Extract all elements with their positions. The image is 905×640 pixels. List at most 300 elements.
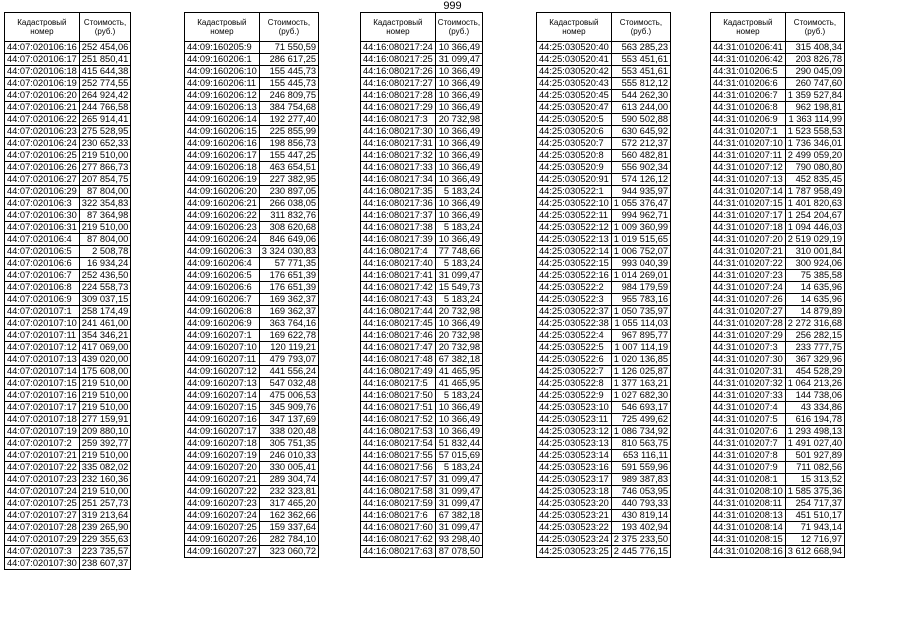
cost-value: 176 651,39 (259, 282, 318, 294)
cost-value: 311 832,76 (259, 210, 318, 222)
table-row (361, 186, 483, 198)
cost-value: 984 179,59 (611, 282, 670, 294)
table-row (185, 162, 319, 174)
cost-value: 309 037,15 (79, 294, 131, 306)
table-row (711, 462, 845, 474)
cost-value: 256 282,15 (785, 330, 844, 342)
cost-value: 238 607,37 (79, 558, 131, 570)
table-row (361, 414, 483, 426)
cadastral-number: 44:09:160206:9 (185, 318, 260, 330)
cadastral-number: 44:31:010207:10 (711, 138, 786, 150)
cadastral-number: 44:16:080217:29 (361, 102, 436, 114)
cadastral-number: 44:31:010208:13 (711, 510, 786, 522)
table-row (537, 162, 671, 174)
cost-value: 846 649,06 (259, 234, 318, 246)
table-row (5, 270, 131, 282)
cadastral-number: 44:31:010207:15 (711, 198, 786, 210)
cadastral-number: 44:25:030522:37 (537, 306, 612, 318)
table-row (185, 450, 319, 462)
table-row (537, 258, 671, 270)
table-row (185, 246, 319, 258)
table-row (5, 378, 131, 390)
cadastral-number: 44:31:010206:5 (711, 66, 786, 78)
cost-value: 224 558,73 (79, 282, 131, 294)
cadastral-number: 44:07:020106:8 (5, 282, 80, 294)
cost-value: 259 392,77 (79, 438, 131, 450)
table-row (711, 222, 845, 234)
table-row (537, 234, 671, 246)
table-row (361, 318, 483, 330)
cadastral-number: 44:09:160206:18 (185, 162, 260, 174)
table-row (711, 342, 845, 354)
cadastral-number: 44:09:160206:20 (185, 186, 260, 198)
table-row (361, 330, 483, 342)
cadastral-number: 44:31:010207:31 (711, 366, 786, 378)
cadastral-number: 44:07:020106:26 (5, 162, 80, 174)
cost-value: 616 194,78 (785, 414, 844, 426)
cost-value: 1 064 213,26 (785, 378, 844, 390)
table-row (185, 66, 319, 78)
cadastral-number: 44:31:010207:8 (711, 450, 786, 462)
table-row (5, 138, 131, 150)
cost-value: 258 174,49 (79, 306, 131, 318)
table-row (361, 198, 483, 210)
cadastral-number: 44:16:080217:4 (361, 246, 436, 258)
cadastral-number: 44:07:020107:23 (5, 474, 80, 486)
cost-value: 144 738,06 (785, 390, 844, 402)
cadastral-table-4 (536, 12, 671, 558)
table-row (361, 66, 483, 78)
cost-value: 3 324 030,83 (259, 246, 318, 258)
cost-value: 323 060,72 (259, 546, 318, 558)
cadastral-number: 44:25:030520:6 (537, 126, 612, 138)
table-row (711, 90, 845, 102)
cadastral-number: 44:07:020106:19 (5, 78, 80, 90)
table-row (361, 450, 483, 462)
cadastral-number: 44:16:080217:34 (361, 174, 436, 186)
cost-value: 1 787 958,49 (785, 186, 844, 198)
header-row (185, 13, 319, 42)
cost-value: 275 528,95 (79, 126, 131, 138)
cost-value: 430 819,14 (611, 510, 670, 522)
table-row (185, 474, 319, 486)
cost-value: 347 137,69 (259, 414, 318, 426)
cost-value: 265 914,41 (79, 114, 131, 126)
table-row (537, 402, 671, 414)
cost-value: 155 445,73 (259, 78, 318, 90)
cadastral-number: 44:09:160206:10 (185, 66, 260, 78)
table-row (185, 198, 319, 210)
cost-value: 315 408,34 (785, 42, 844, 54)
table-row (5, 246, 131, 258)
table-row (185, 462, 319, 474)
cadastral-number: 44:25:030520:40 (537, 42, 612, 54)
table-row (185, 54, 319, 66)
cadastral-number: 44:07:020106:21 (5, 102, 80, 114)
cost-value: 1 020 136,85 (611, 354, 670, 366)
cost-value: 227 382,95 (259, 174, 318, 186)
cost-value: 169 362,37 (259, 306, 318, 318)
cadastral-number: 44:25:030520:7 (537, 138, 612, 150)
cadastral-number: 44:07:020107:3 (5, 546, 80, 558)
table-row (537, 462, 671, 474)
cost-value: 87 078,50 (435, 546, 482, 558)
cadastral-number: 44:09:160206:5 (185, 270, 260, 282)
table-row (537, 354, 671, 366)
cadastral-number: 44:16:080217:32 (361, 150, 436, 162)
table-row (361, 210, 483, 222)
cost-value: 415 644,38 (79, 66, 131, 78)
cadastral-number: 44:07:020106:27 (5, 174, 80, 186)
table-row (537, 210, 671, 222)
cost-value: 5 183,24 (435, 186, 482, 198)
table-row (185, 258, 319, 270)
table-row (537, 522, 671, 534)
cadastral-number: 44:07:020107:14 (5, 366, 80, 378)
cost-value: 219 510,00 (79, 378, 131, 390)
cost-value: 5 183,24 (435, 222, 482, 234)
table-row (185, 366, 319, 378)
cadastral-number: 44:09:160206:4 (185, 258, 260, 270)
cost-value: 1 359 527,84 (785, 90, 844, 102)
cost-value: 2 375 233,50 (611, 534, 670, 546)
cadastral-number: 44:31:010207:4 (711, 402, 786, 414)
cost-value: 354 346,21 (79, 330, 131, 342)
table-row (711, 498, 845, 510)
cost-value: 10 366,49 (435, 42, 482, 54)
table-row (361, 342, 483, 354)
cadastral-number: 44:09:160206:24 (185, 234, 260, 246)
cadastral-number: 44:09:160207:19 (185, 450, 260, 462)
cadastral-number: 44:25:030520:45 (537, 90, 612, 102)
table-row (5, 186, 131, 198)
table-row (185, 126, 319, 138)
table-row (537, 138, 671, 150)
table-row (361, 474, 483, 486)
cost-value: 16 934,24 (79, 258, 131, 270)
table-row (185, 234, 319, 246)
cost-value: 209 880,10 (79, 426, 131, 438)
cost-value: 546 693,17 (611, 402, 670, 414)
cost-value: 15 549,73 (435, 282, 482, 294)
cost-value: 233 777,75 (785, 342, 844, 354)
cost-value: 67 382,18 (435, 510, 482, 522)
cadastral-number: 44:07:020106:22 (5, 114, 80, 126)
cost-value: 1 050 735,97 (611, 306, 670, 318)
table-row (711, 126, 845, 138)
table-row (361, 162, 483, 174)
cadastral-number: 44:16:080217:48 (361, 354, 436, 366)
cost-value: 264 924,42 (79, 90, 131, 102)
table-row (185, 210, 319, 222)
table-row (5, 102, 131, 114)
cost-value: 71 550,59 (259, 42, 318, 54)
table-row (361, 426, 483, 438)
table-row (537, 54, 671, 66)
table-row (5, 318, 131, 330)
cost-value: 14 635,96 (785, 282, 844, 294)
cost-value: 10 366,49 (435, 138, 482, 150)
table-row (185, 510, 319, 522)
table-row (537, 114, 671, 126)
cadastral-number: 44:25:030520:47 (537, 102, 612, 114)
cadastral-number: 44:09:160207:27 (185, 546, 260, 558)
cadastral-number: 44:25:030523:17 (537, 474, 612, 486)
cadastral-number: 44:07:020107:2 (5, 438, 80, 450)
cadastral-number: 44:09:160206:7 (185, 294, 260, 306)
table-row (537, 378, 671, 390)
cost-value: 57 771,35 (259, 258, 318, 270)
cadastral-number: 44:16:080217:28 (361, 90, 436, 102)
table-row (361, 282, 483, 294)
table-row (185, 354, 319, 366)
cadastral-number: 44:31:010208:1 (711, 474, 786, 486)
header-cost: Стоимость, (руб.) (259, 13, 318, 42)
cost-value: 31 099,47 (435, 522, 482, 534)
cadastral-number: 44:16:080217:39 (361, 234, 436, 246)
cadastral-number: 44:25:030523:10 (537, 402, 612, 414)
table-row (5, 330, 131, 342)
cost-value: 10 366,49 (435, 162, 482, 174)
cost-value: 246 010,33 (259, 450, 318, 462)
table-row (537, 282, 671, 294)
cost-value: 169 362,37 (259, 294, 318, 306)
cadastral-number: 44:16:080217:59 (361, 498, 436, 510)
cost-value: 1 086 734,92 (611, 426, 670, 438)
table-row (711, 66, 845, 78)
table-row (537, 414, 671, 426)
cadastral-number: 44:09:160207:23 (185, 498, 260, 510)
table-row (361, 498, 483, 510)
cadastral-number: 44:16:080217:35 (361, 186, 436, 198)
cadastral-number: 44:07:020106:20 (5, 90, 80, 102)
cost-value: 207 854,75 (79, 174, 131, 186)
cadastral-number: 44:25:030523:16 (537, 462, 612, 474)
cost-value: 20 732,98 (435, 114, 482, 126)
cadastral-number: 44:16:080217:60 (361, 522, 436, 534)
cadastral-number: 44:25:030522:9 (537, 390, 612, 402)
cost-value: 591 559,96 (611, 462, 670, 474)
table-row (711, 174, 845, 186)
cost-value: 310 001,84 (785, 246, 844, 258)
cost-value: 1 027 682,30 (611, 390, 670, 402)
cost-value: 87 364,98 (79, 210, 131, 222)
table-row (5, 486, 131, 498)
cadastral-table-1 (4, 12, 131, 570)
table-row (185, 186, 319, 198)
cadastral-number: 44:31:010207:7 (711, 438, 786, 450)
table-row (711, 306, 845, 318)
cadastral-number: 44:25:030522:1 (537, 186, 612, 198)
cost-value: 159 337,64 (259, 522, 318, 534)
cost-value: 574 126,12 (611, 174, 670, 186)
table-row (5, 390, 131, 402)
cost-value: 553 451,61 (611, 66, 670, 78)
cadastral-number: 44:07:020107:18 (5, 414, 80, 426)
cadastral-number: 44:31:010207:30 (711, 354, 786, 366)
cadastral-number: 44:16:080217:49 (361, 366, 436, 378)
cost-value: 254 717,37 (785, 498, 844, 510)
cost-value: 10 366,49 (435, 234, 482, 246)
table-row (711, 414, 845, 426)
cost-value: 252 436,50 (79, 270, 131, 282)
cost-value: 989 387,83 (611, 474, 670, 486)
cost-value: 203 826,78 (785, 54, 844, 66)
cost-value: 192 277,40 (259, 114, 318, 126)
cost-value: 10 366,49 (435, 414, 482, 426)
table-row (5, 198, 131, 210)
cadastral-number: 44:31:010207:3 (711, 342, 786, 354)
table-row (185, 402, 319, 414)
cadastral-number: 44:31:010207:9 (711, 462, 786, 474)
cost-value: 475 006,53 (259, 390, 318, 402)
cadastral-number: 44:25:030520:5 (537, 114, 612, 126)
cadastral-number: 44:16:080217:56 (361, 462, 436, 474)
cost-value: 232 323,81 (259, 486, 318, 498)
cadastral-number: 44:31:010207:5 (711, 414, 786, 426)
cadastral-number: 44:25:030522:13 (537, 234, 612, 246)
cost-value: 544 262,30 (611, 90, 670, 102)
cadastral-number: 44:25:030522:38 (537, 318, 612, 330)
cadastral-number: 44:31:010207:24 (711, 282, 786, 294)
cadastral-number: 44:16:080217:42 (361, 282, 436, 294)
cadastral-number: 44:07:020107:28 (5, 522, 80, 534)
cost-value: 289 304,74 (259, 474, 318, 486)
cost-value: 463 654,51 (259, 162, 318, 174)
cost-value: 305 751,35 (259, 438, 318, 450)
table-row (185, 534, 319, 546)
cost-value: 300 924,06 (785, 258, 844, 270)
table-row (361, 102, 483, 114)
table-row (361, 246, 483, 258)
cadastral-number: 44:25:030522:2 (537, 282, 612, 294)
cadastral-number: 44:07:020107:15 (5, 378, 80, 390)
cadastral-number: 44:25:030522:4 (537, 330, 612, 342)
table-row (5, 114, 131, 126)
table-row (537, 270, 671, 282)
cost-value: 1 293 498,13 (785, 426, 844, 438)
table-row (537, 306, 671, 318)
table-row (361, 378, 483, 390)
cost-value: 384 754,68 (259, 102, 318, 114)
table-row (537, 366, 671, 378)
header-row (5, 13, 131, 42)
cadastral-number: 44:07:020107:16 (5, 390, 80, 402)
cadastral-table-3 (360, 12, 483, 558)
table-row (5, 522, 131, 534)
cadastral-number: 44:31:010207:20 (711, 234, 786, 246)
cost-value: 252 774,55 (79, 78, 131, 90)
cadastral-number: 44:31:010208:14 (711, 522, 786, 534)
cadastral-number: 44:25:030522:3 (537, 294, 612, 306)
cost-value: 711 082,56 (785, 462, 844, 474)
table-row (5, 354, 131, 366)
cadastral-number: 44:25:030523:20 (537, 498, 612, 510)
cadastral-number: 44:31:010206:42 (711, 54, 786, 66)
cadastral-number: 44:25:030523:13 (537, 438, 612, 450)
table-row (185, 438, 319, 450)
table-row (5, 294, 131, 306)
cost-value: 439 020,00 (79, 354, 131, 366)
cost-value: 219 510,00 (79, 486, 131, 498)
cadastral-number: 44:09:160206:21 (185, 198, 260, 210)
table-row (5, 78, 131, 90)
table-row (361, 150, 483, 162)
cadastral-number: 44:16:080217:33 (361, 162, 436, 174)
cost-value: 1 007 114,19 (611, 342, 670, 354)
table-row (711, 42, 845, 54)
cost-value: 319 213,64 (79, 510, 131, 522)
header-row (711, 13, 845, 42)
cost-value: 653 116,11 (611, 450, 670, 462)
cadastral-number: 44:31:010207:32 (711, 378, 786, 390)
cost-value: 441 556,24 (259, 366, 318, 378)
cost-value: 20 732,98 (435, 330, 482, 342)
table-row (361, 510, 483, 522)
table-row (361, 270, 483, 282)
table-row (361, 42, 483, 54)
cost-value: 556 902,34 (611, 162, 670, 174)
cost-value: 1 019 515,65 (611, 234, 670, 246)
cost-value: 75 385,58 (785, 270, 844, 282)
cost-value: 560 482,81 (611, 150, 670, 162)
table-row (711, 186, 845, 198)
cost-value: 251 257,73 (79, 498, 131, 510)
cadastral-number: 44:07:020107:22 (5, 462, 80, 474)
table-row (5, 174, 131, 186)
cadastral-number: 44:25:030522:16 (537, 270, 612, 282)
cost-value: 590 502,88 (611, 114, 670, 126)
cost-value: 317 465,20 (259, 498, 318, 510)
cost-value: 417 069,00 (79, 342, 131, 354)
table-row (185, 114, 319, 126)
cadastral-number: 44:16:080217:25 (361, 54, 436, 66)
table-row (185, 498, 319, 510)
cost-value: 335 082,02 (79, 462, 131, 474)
cost-value: 77 748,66 (435, 246, 482, 258)
cost-value: 67 382,18 (435, 354, 482, 366)
cadastral-number: 44:31:010207:17 (711, 210, 786, 222)
cadastral-number: 44:09:160206:11 (185, 78, 260, 90)
table-row (185, 330, 319, 342)
cadastral-number: 44:07:020107:12 (5, 342, 80, 354)
cadastral-number: 44:31:010207:12 (711, 162, 786, 174)
table-row (711, 534, 845, 546)
table-row (185, 90, 319, 102)
cadastral-number: 44:16:080217:36 (361, 198, 436, 210)
header-cost: Стоимость, (руб.) (435, 13, 482, 42)
table-row (711, 114, 845, 126)
table-row (711, 270, 845, 282)
cost-value: 630 645,92 (611, 126, 670, 138)
table-row (361, 306, 483, 318)
cost-value: 14 879,89 (785, 306, 844, 318)
cost-value: 451 510,17 (785, 510, 844, 522)
cadastral-number: 44:07:020106:18 (5, 66, 80, 78)
cost-value: 1 377 163,21 (611, 378, 670, 390)
cadastral-number: 44:07:020106:9 (5, 294, 80, 306)
cost-value: 1 126 025,87 (611, 366, 670, 378)
table-row (537, 198, 671, 210)
table-row (537, 438, 671, 450)
table-row (537, 294, 671, 306)
cadastral-number: 44:09:160206:17 (185, 150, 260, 162)
table-row (5, 498, 131, 510)
table-row (185, 78, 319, 90)
table-row (711, 150, 845, 162)
table-row (537, 174, 671, 186)
cost-value: 290 045,09 (785, 66, 844, 78)
